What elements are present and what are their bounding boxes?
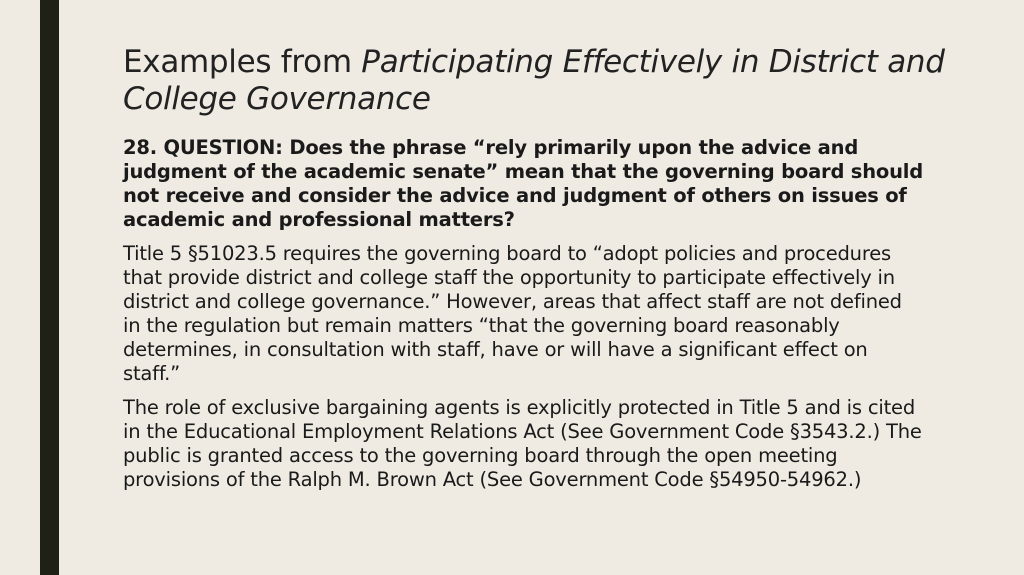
title-prefix: Examples from [123, 44, 362, 80]
slide-title [123, 44, 983, 118]
question-text: 28. QUESTION: Does the phrase “rely primarily upon the advice and judgment of the academic senate” mean that the governing board should not receive and consider the advice and judgment of others on issues of academic and professional matters? [123, 136, 924, 231]
paragraph-title5: Title 5 §51023.5 requires the governing board to “adopt policies and procedures that provide district and college staff the opportunity to participate effectively in district and college governance.” However, areas that affect staff are not defined in the regulation but remain matters “that the governing board reasonably determines, in consultation with staff, have or will have a significant effect on staff.” [123, 242, 902, 385]
slide-body [123, 136, 923, 502]
paragraph-bargaining: The role of exclusive bargaining agents is explicitly protected in Title 5 and is cited in the Educational Employment Relations Act (See Government Code §3543.2.) The public is granted access to the governing board through the open meeting provisions of the Ralph M. Brown Act (See Government Code §54950-54962.) [123, 396, 922, 491]
title-italic: Participating Effectively in District and College Governance [123, 44, 945, 117]
accent-bar [40, 0, 59, 575]
